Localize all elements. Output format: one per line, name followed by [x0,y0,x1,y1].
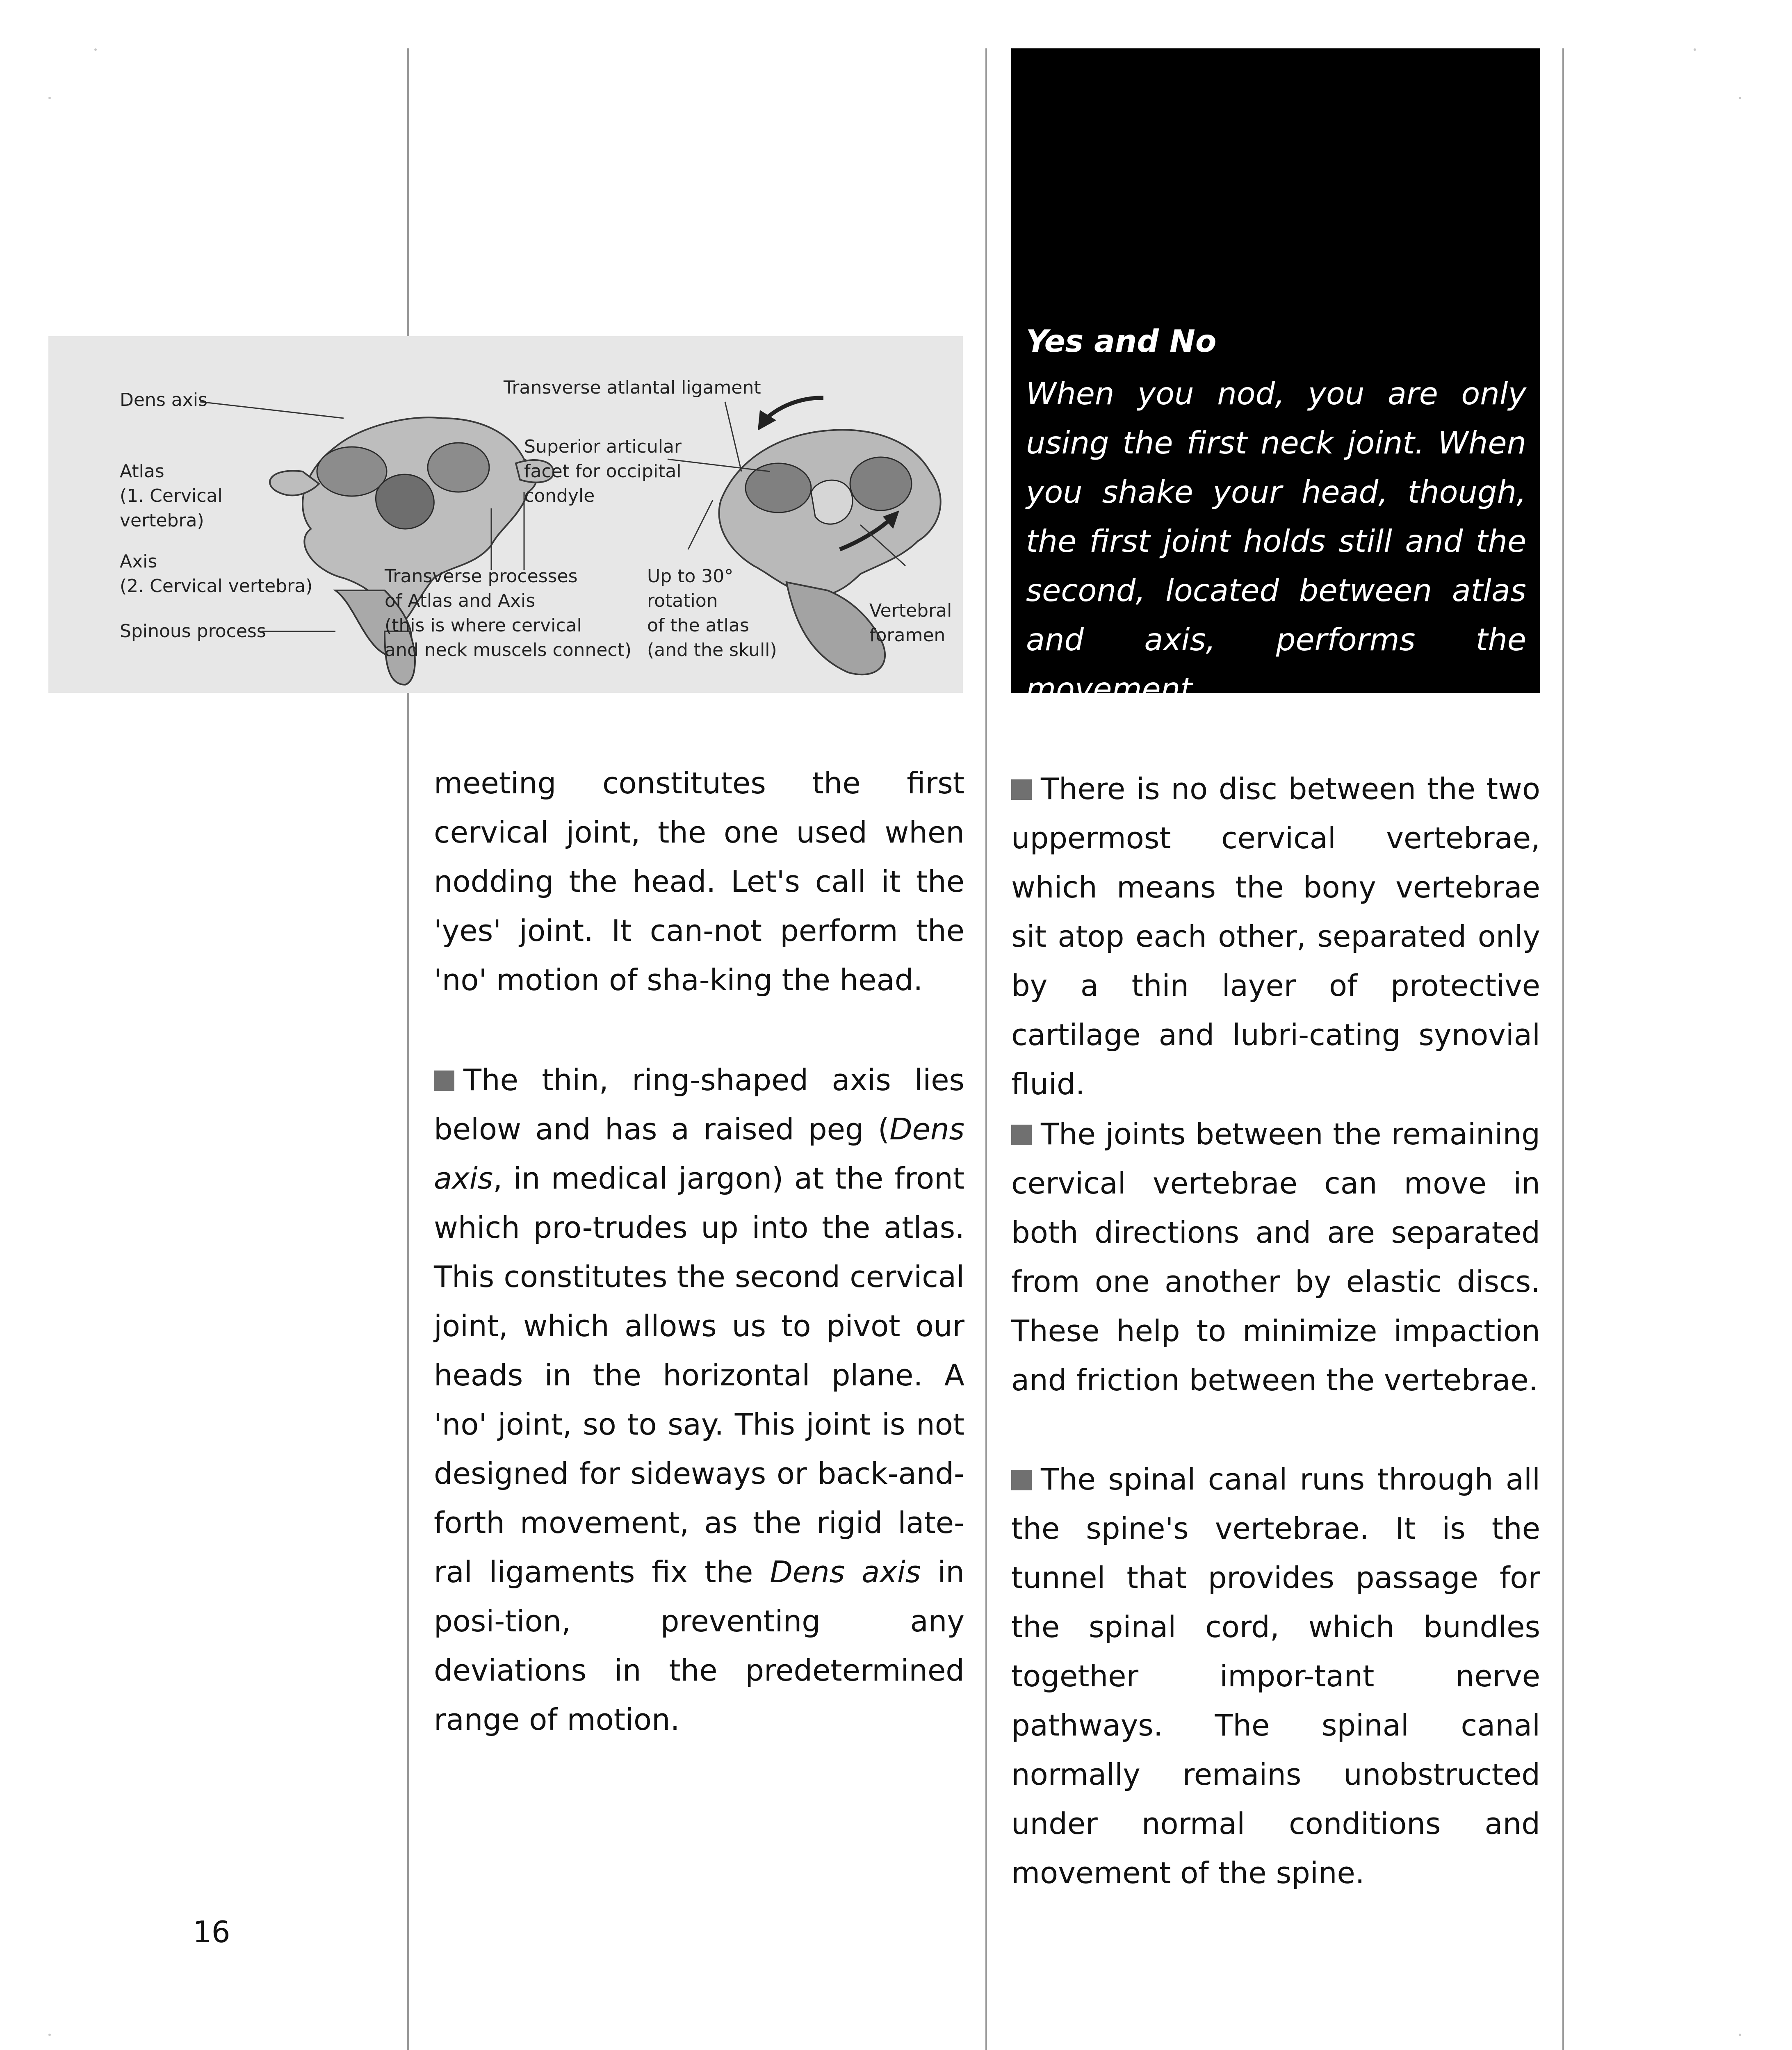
right-paragraph-2-text: The joints between the remaining cervical vertebrae can move in both directions and are separated from one another by elastic discs. These help to minimize impaction and friction between the vertebrae. [1011,1117,1540,1397]
label-spinous-process: Spinous process [120,621,266,642]
crop-mark [1694,48,1696,51]
label-rotation: Up to 30° rotation of the atlas (and the skull) [647,566,777,661]
middle-paragraph-2-text-a: The thin, ring-shaped axis lies below and has a raised peg ( [434,1063,964,1146]
column-rule-middle [985,48,987,2050]
label-dens-axis: Dens axis [120,390,207,410]
middle-paragraph-1-text: meeting constitutes the first cervical joint, the one used when nodding the head. Let's call it the 'yes' joint. It can-not perform the 'no' motion of sha-king the head. [434,766,964,997]
right-paragraph-3-text: The spinal canal runs through all the spine's vertebrae. It is the tunnel that provides passage for the spinal cord, which bundles together impor-tant nerve pathways. The spinal canal normally remains unobstructed under normal conditions and movement of the spine. [1011,1462,1540,1890]
sidebar-title: Yes and No [1026,323,1217,359]
label-transverse-processes: Transverse processes of Atlas and Axis (this is where cervical and neck muscels connect) [385,566,632,661]
dens-axis-term: Dens axis [770,1555,921,1589]
label-superior-facet: Superior articular facet for occipital condyle [524,436,682,506]
middle-paragraph-1 [434,758,964,1004]
right-paragraph-1 [1011,764,1540,1109]
bullet-square [1011,1470,1032,1490]
crop-mark [94,48,97,51]
bullet-square [1011,779,1032,800]
page-number: 16 [193,1915,230,1949]
bullet-square [1011,1125,1032,1145]
right-paragraph-3 [1011,1455,1540,1897]
middle-paragraph-2-text-b: , in medical jargon) at the front which pro-trudes up into the atlas. This constitutes the second cervical joint, which allows us to pivot our heads in the horizontal plane. A 'no' joint, so to say. This joint is not designed for sideways or back-and-forth movement, as the rigid late-ral ligaments fix the [434,1161,964,1589]
crop-mark [48,2034,51,2036]
sidebar-text: When you nod, you are only using the first neck joint. When you shake your head, though, the first joint holds still and the second, located between atlas and axis, performs the movement. [1026,376,1526,707]
dens-axis-term: Dens axis [434,1112,964,1196]
crop-mark [48,97,51,99]
label-atlas: Atlas (1. Cervical vertebra) [120,461,223,531]
vertebrae-figure [48,336,963,693]
right-paragraph-2 [1011,1109,1540,1405]
crop-mark [1739,2034,1741,2036]
bullet-square [434,1071,454,1091]
middle-paragraph-2 [434,1055,964,1744]
column-rule-right [1562,48,1564,2050]
right-paragraph-1-text: There is no disc between the two uppermost cervical vertebrae, which means the bony vertebrae sit atop each other, separated only by a thin layer of protective cartilage and lubri-cating synovial fluid. [1011,772,1540,1101]
middle-paragraph-2-text-c: in posi-tion, preventing any deviations in the predetermined range of motion. [434,1555,964,1737]
crop-mark [1739,97,1741,99]
sidebar-box [1011,48,1540,707]
label-vertebral-foramen: Vertebral foramen [869,600,952,646]
label-axis: Axis (2. Cervical vertebra) [120,551,313,597]
label-transverse-ligament: Transverse atlantal ligament [504,377,761,398]
